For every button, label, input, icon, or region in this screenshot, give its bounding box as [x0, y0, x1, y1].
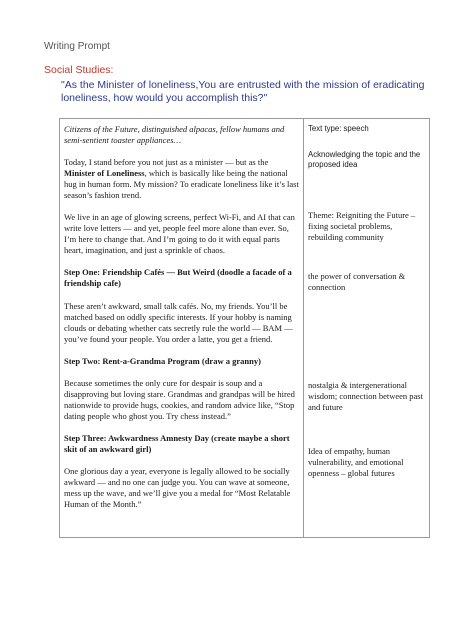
note-text-type: Text type: speech	[308, 124, 369, 133]
intro-text-start: Today, I stand before you not just as a minister — but as the	[64, 157, 269, 167]
step-two-heading: Step Two: Rent-a-Grandma Program (draw a granny)	[64, 356, 261, 366]
note-acknowledging: Acknowledging the topic and the proposed idea	[308, 150, 421, 169]
step-one-body: These aren’t awkward, small talk cafés. No, my friends. You’ll be matched based on oddly specific interests. If your hobby is naming clouds or debating whether cats secretly rule the world — BAM — you’ve found your people. You order a latte, you get a friend.	[64, 301, 293, 344]
step-one-heading: Step One: Friendship Cafés — But Weird (doodle a facade of a friendship cafe)	[64, 267, 292, 288]
column-divider	[303, 119, 304, 537]
note-conversation: the power of conversation & connection	[308, 271, 406, 292]
step-three-heading: Step Three: Awkwardness Amnesty Day (create maybe a short skit of an awkward girl)	[64, 433, 290, 454]
speech-paragraph-problem: We live in an age of glowing screens, perfect Wi-Fi, and AI that can write love letters — and yet, people feel more alone than ever. So, I’m here to change that. And I’m going to do it with equal parts heart, imagination, and just a sprinkle of chaos.	[64, 212, 295, 255]
note-empathy: Idea of empathy, human vulnerability, and emotional openness – global futures	[308, 446, 404, 478]
minister-title: Minister of Loneliness	[64, 168, 145, 178]
document-header-label: Writing Prompt	[44, 41, 110, 52]
intro-text-end: , which is basically like being the national hug in human form. My mission? To eradicate loneliness like it’s last season’s fashion trend.	[64, 168, 299, 200]
speech-column	[64, 124, 300, 510]
step-two-body: Because sometimes the only cure for despair is soup and a disapproving but loving stare. Grandmas and grandpas will be hired nationwide to provide hugs, cookies, and random advice like, “Stop dating people who ghost you. Try chess instead.”	[64, 378, 295, 421]
subject-heading: Social Studies:	[44, 64, 114, 76]
speech-paragraph-intro	[64, 157, 300, 201]
speech-annotation-table	[59, 118, 430, 538]
speech-greeting: Citizens of the Future, distinguished alpacas, fellow humans and semi-sentient toaster appliances…	[64, 124, 285, 145]
writing-prompt-question: "As the Minister of loneliness,You are entrusted with the mission of eradicating loneliness, how would you accomplish this?"	[61, 79, 425, 104]
note-theme: Theme: Reigniting the Future – fixing societal problems, rebuilding community	[308, 210, 416, 242]
note-nostalgia: nostalgia & intergenerational wisdom; connection between past and future	[308, 380, 423, 412]
step-three-body: One glorious day a year, everyone is legally allowed to be socially awkward — and no one can judge you. You can wave at someone, mess up the wave, and we’ll give you a medal for “Most Relatable Human of the Month.”	[64, 466, 291, 509]
